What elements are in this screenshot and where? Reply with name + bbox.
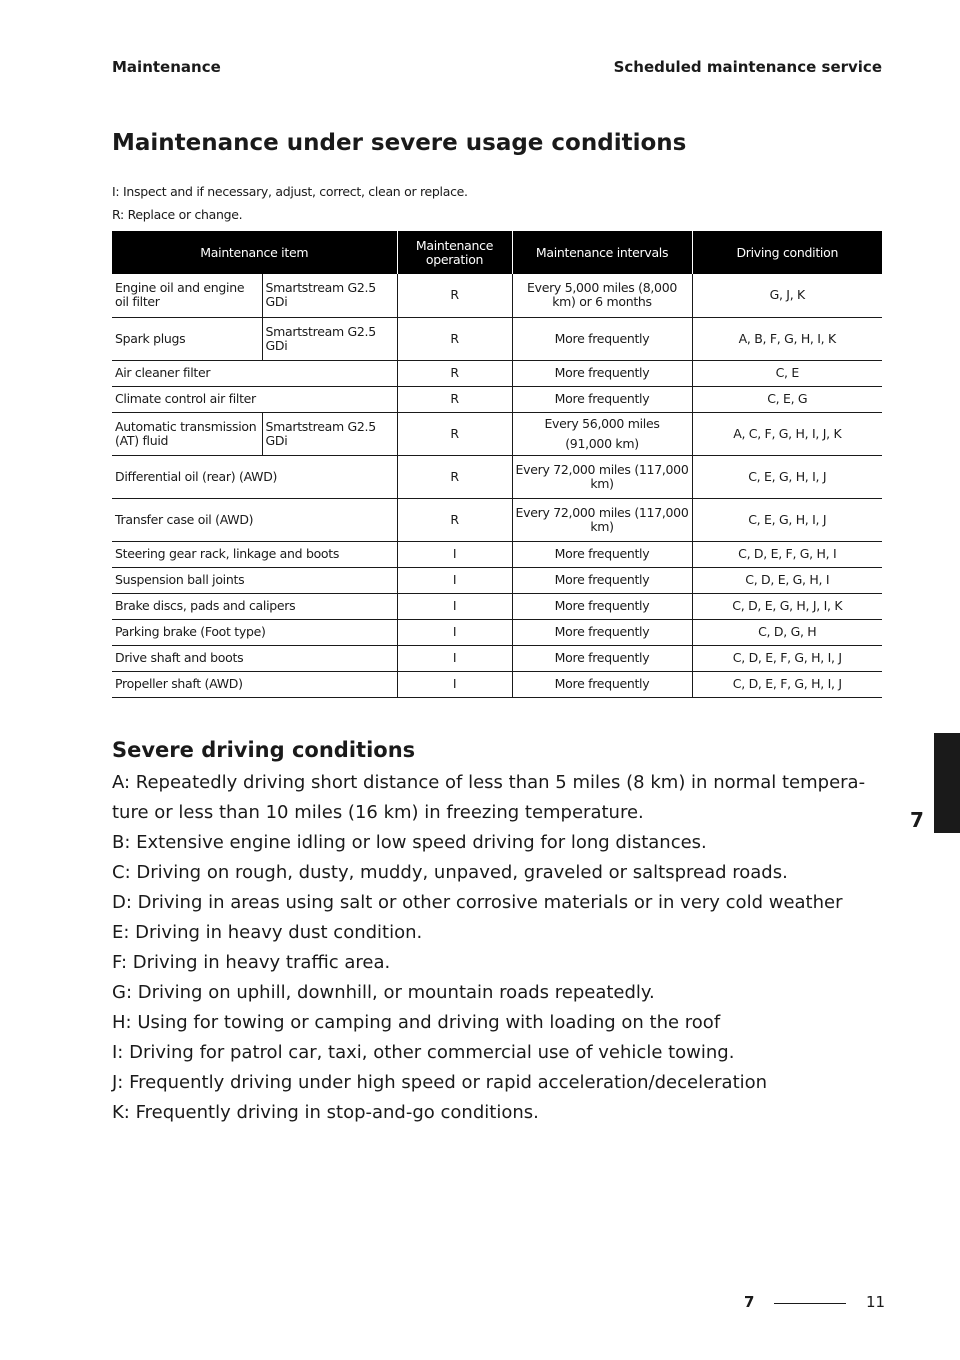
cell-interval [512, 317, 692, 360]
cell-interval-text: More frequently [554, 391, 650, 406]
cell-item: Drive shaft and boots [112, 645, 397, 671]
footer-chapter-number: 7 [744, 1293, 755, 1311]
cell-operation: R [397, 498, 512, 541]
table-row [112, 386, 882, 412]
cell-interval-text: More frequently [554, 546, 650, 561]
table-row [112, 619, 882, 645]
cell-item: Automatic transmission (AT) fluid [112, 412, 262, 455]
cell-interval-text-2: (91,000 km) [565, 435, 639, 451]
cell-interval [512, 498, 692, 541]
legend-inspect: I: Inspect and if necessary, adjust, correct, clean or replace. [112, 184, 468, 199]
column-header-item: Maintenance item [112, 231, 397, 274]
cell-item: Brake discs, pads and calipers [112, 593, 397, 619]
cell-interval [512, 386, 692, 412]
cell-interval [512, 360, 692, 386]
cell-condition: C, E [692, 360, 882, 386]
table-row [112, 274, 882, 317]
cell-item: Suspension ball joints [112, 567, 397, 593]
cell-item: Propeller shaft (AWD) [112, 671, 397, 697]
cell-condition: C, D, E, F, G, H, I [692, 541, 882, 567]
cell-operation: R [397, 455, 512, 498]
cell-operation: R [397, 274, 512, 317]
cell-item: Spark plugs [112, 317, 262, 360]
cell-condition: C, E, G [692, 386, 882, 412]
chapter-side-number: 7 [910, 808, 924, 832]
cell-operation: I [397, 645, 512, 671]
page-header [112, 58, 882, 80]
cell-interval-text: More frequently [554, 676, 650, 691]
table-row [112, 567, 882, 593]
table-row [112, 671, 882, 697]
table-header-row [112, 231, 882, 274]
cell-interval-text: More frequently [554, 330, 650, 346]
cell-interval-text: Every 72,000 miles (117,000 km) [515, 504, 689, 534]
table-row [112, 455, 882, 498]
severe-conditions-title: Severe driving conditions [112, 738, 416, 762]
severe-condition-line: F: Driving in heavy traffic area. [112, 952, 391, 973]
cell-operation: R [397, 386, 512, 412]
cell-condition: C, D, E, F, G, H, I, J [692, 671, 882, 697]
column-header-intervals: Maintenance intervals [512, 231, 692, 274]
cell-condition: C, E, G, H, I, J [692, 455, 882, 498]
severe-condition-line: K: Frequently driving in stop-and-go conditions. [112, 1102, 539, 1123]
cell-item: Engine oil and engine oil filter [112, 274, 262, 317]
cell-item: Differential oil (rear) (AWD) [112, 455, 397, 498]
cell-item-engine: Smartstream G2.5 GDi [262, 274, 397, 317]
cell-item: Transfer case oil (AWD) [112, 498, 397, 541]
cell-interval [512, 645, 692, 671]
table-row [112, 317, 882, 360]
cell-item: Parking brake (Foot type) [112, 619, 397, 645]
table-row [112, 498, 882, 541]
cell-interval [512, 412, 692, 455]
cell-interval [512, 671, 692, 697]
cell-interval [512, 541, 692, 567]
cell-interval-text: More frequently [554, 365, 650, 380]
footer-page-number: 11 [866, 1293, 886, 1311]
footer-divider [774, 1303, 846, 1304]
cell-item: Air cleaner filter [112, 360, 397, 386]
header-chapter-title: Scheduled maintenance service [613, 58, 882, 76]
cell-interval [512, 593, 692, 619]
cell-condition: C, E, G, H, I, J [692, 498, 882, 541]
table-body [112, 274, 882, 697]
cell-operation: I [397, 619, 512, 645]
cell-operation: R [397, 317, 512, 360]
cell-condition: C, D, E, G, H, J, I, K [692, 593, 882, 619]
cell-interval [512, 567, 692, 593]
cell-interval-text: Every 56,000 miles [544, 415, 660, 431]
column-header-condition: Driving condition [692, 231, 882, 274]
severe-condition-line: I: Driving for patrol car, taxi, other commercial use of vehicle towing. [112, 1042, 735, 1063]
legend-replace: R: Replace or change. [112, 207, 243, 222]
cell-item: Steering gear rack, linkage and boots [112, 541, 397, 567]
severe-condition-line: G: Driving on uphill, downhill, or mountain roads repeatedly. [112, 982, 655, 1003]
maintenance-table [112, 231, 882, 698]
severe-condition-line: D: Driving in areas using salt or other corrosive materials or in very cold weather [112, 892, 843, 913]
cell-item-engine: Smartstream G2.5 GDi [262, 317, 397, 360]
cell-interval-text: More frequently [554, 650, 650, 665]
table-row [112, 412, 882, 455]
table-row [112, 360, 882, 386]
cell-interval-text: More frequently [554, 624, 650, 639]
severe-condition-line: B: Extensive engine idling or low speed driving for long distances. [112, 832, 707, 853]
cell-operation: I [397, 567, 512, 593]
cell-interval-text: More frequently [554, 572, 650, 587]
cell-operation: I [397, 671, 512, 697]
table-row [112, 593, 882, 619]
severe-condition-line: C: Driving on rough, dusty, muddy, unpaved, graveled or saltspread roads. [112, 862, 788, 883]
cell-operation: R [397, 412, 512, 455]
cell-condition: C, D, E, G, H, I [692, 567, 882, 593]
cell-operation: R [397, 360, 512, 386]
cell-operation: I [397, 593, 512, 619]
cell-item-engine: Smartstream G2.5 GDi [262, 412, 397, 455]
page-title: Maintenance under severe usage conditions [112, 130, 687, 156]
cell-interval [512, 619, 692, 645]
header-section-title: Maintenance [112, 58, 221, 76]
column-header-operation: Maintenance operation [397, 231, 512, 274]
cell-interval-text: More frequently [554, 598, 650, 613]
cell-condition: C, D, G, H [692, 619, 882, 645]
cell-interval [512, 455, 692, 498]
cell-condition: G, J, K [692, 274, 882, 317]
cell-item: Climate control air filter [112, 386, 397, 412]
cell-condition: A, C, F, G, H, I, J, K [692, 412, 882, 455]
cell-condition: A, B, F, G, H, I, K [692, 317, 882, 360]
cell-condition: C, D, E, F, G, H, I, J [692, 645, 882, 671]
severe-condition-line: ture or less than 10 miles (16 km) in freezing temperature. [112, 802, 644, 823]
severe-condition-line: J: Frequently driving under high speed or rapid acceleration/deceleration [112, 1072, 768, 1093]
cell-interval [512, 274, 692, 317]
severe-condition-line: H: Using for towing or camping and driving with loading on the roof [112, 1012, 721, 1033]
cell-interval-text: Every 72,000 miles (117,000 km) [515, 461, 689, 491]
severe-condition-line: A: Repeatedly driving short distance of less than 5 miles (8 km) in normal tempera- [112, 772, 866, 793]
cell-operation: I [397, 541, 512, 567]
severe-condition-line: E: Driving in heavy dust condition. [112, 922, 423, 943]
severe-conditions-list [112, 768, 882, 1128]
table-row [112, 541, 882, 567]
chapter-side-tab [934, 733, 960, 833]
table-row [112, 645, 882, 671]
cell-interval-text: Every 5,000 miles (8,000 km) or 6 months [527, 280, 678, 310]
operation-legend [112, 180, 468, 226]
